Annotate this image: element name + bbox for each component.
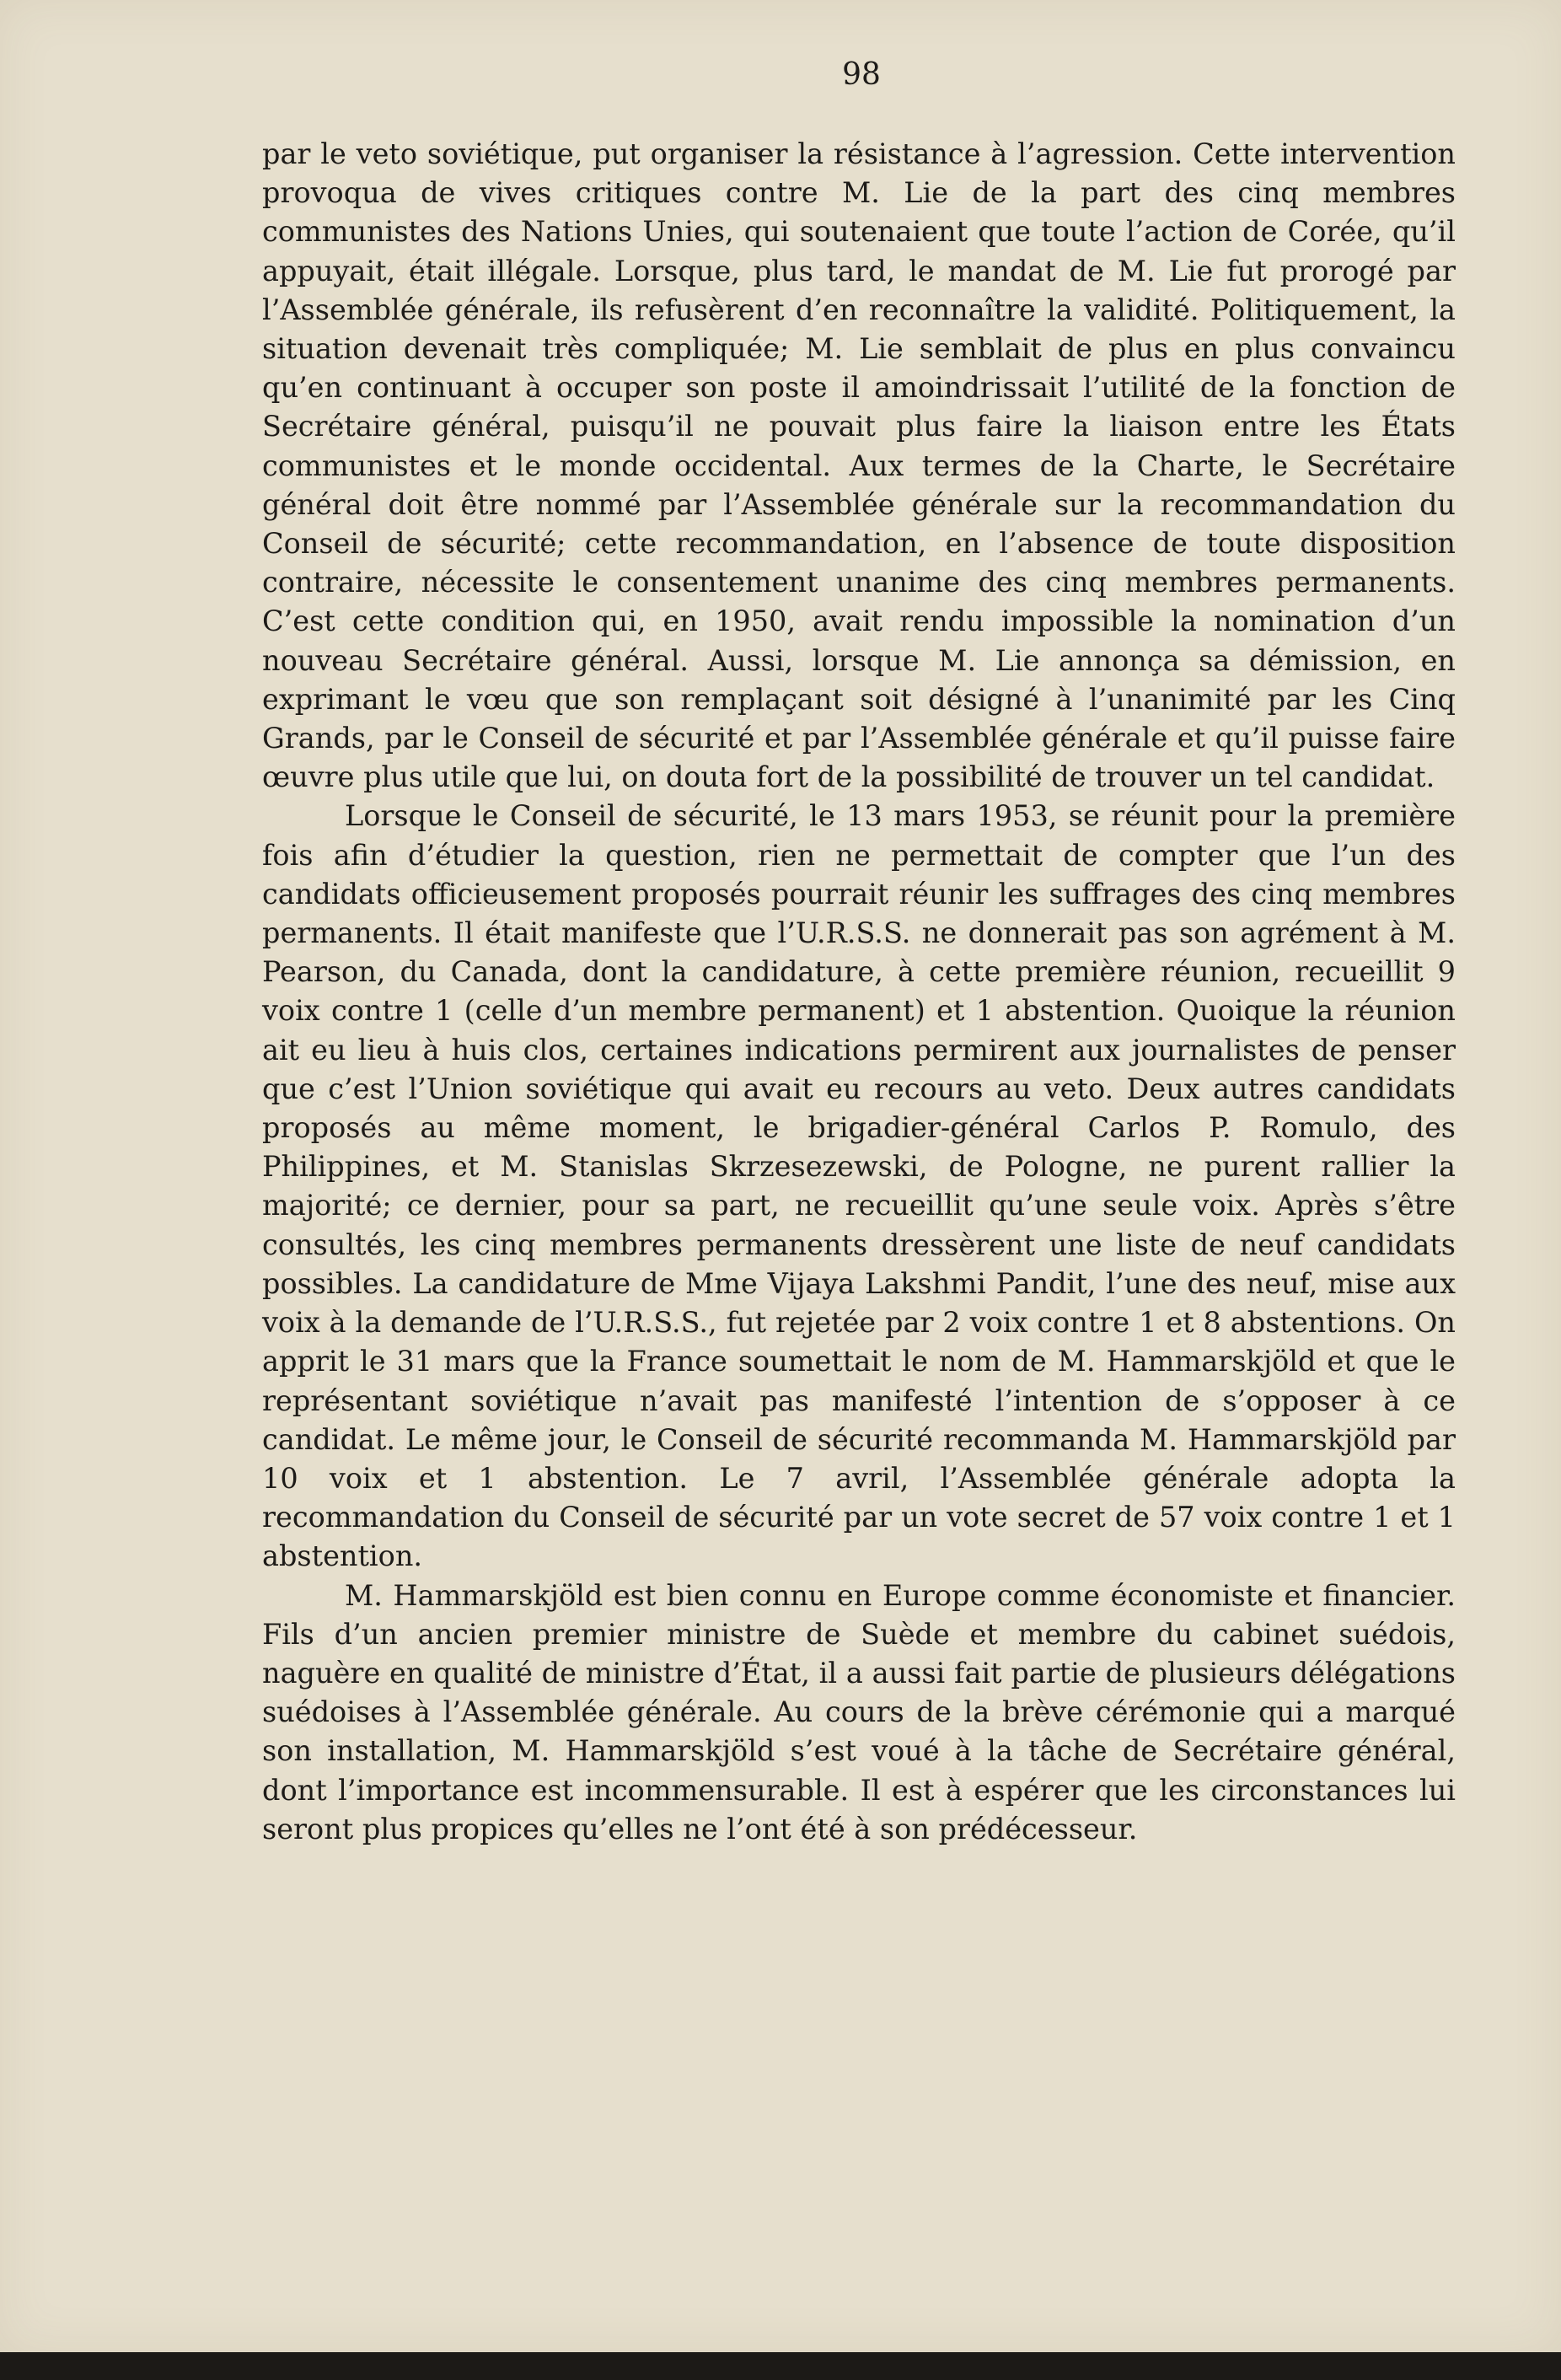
body-text: [262, 135, 1456, 1849]
paragraph-2: Lorsque le Conseil de sécurité, le 13 mars 1953, se réunit pour la première fois afin d’étudier la question, rien ne permettait de compter que l’un des candidats officieusement proposés pourrait réunir les suffrages des cinq membres permanents. Il était manifeste que l’U.R.S.S. ne donnerait pas son agrément à M. Pearson, du Canada, dont la candidature, à cette première réunion, recueillit 9 voix contre 1 (celle d’un membre permanent) et 1 abstention. Quoique la réunion ait eu lieu à huis clos, certaines indications permirent aux journalistes de penser que c’est l’Union soviétique qui avait eu recours au veto. Deux autres candidats proposés au même moment, le brigadier-général Carlos P. Romulo, des Philippines, et M. Stanislas Skrzesezewski, de Pologne, ne purent rallier la majorité; ce dernier, pour sa part, ne recueillit qu’une seule voix. Après s’être consultés, les cinq membres permanents dressèrent une liste de neuf candidats possibles. La candidature de Mme Vijaya Lakshmi Pandit, l’une des neuf, mise aux voix à la demande de l’U.R.S.S., fut rejetée par 2 voix contre 1 et 8 abstentions. On apprit le 31 mars que la France soumettait le nom de M. Hammarskjöld et que le représentant soviétique n’avait pas manifesté l’intention de s’opposer à ce candidat. Le même jour, le Conseil de sécurité recommanda M. Hammarskjöld par 10 voix et 1 abstention. Le 7 avril, l’Assemblée générale adopta la recommandation du Conseil de sécurité par un vote secret de 57 voix contre 1 et 1 abstention.: [262, 799, 1456, 1573]
page-number: 98: [842, 57, 881, 92]
paragraph-3: M. Hammarskjöld est bien connu en Europe comme économiste et financier. Fils d’un ancien premier ministre de Suède et membre du cabinet suédois, naguère en qualité de ministre d’État, il a aussi fait partie de plusieurs délégations suédoises à l’Assemblée générale. Au cours de la brève cérémonie qui a marqué son installation, M. Hammarskjöld s’est voué à la tâche de Secrétaire général, dont l’importance est incommensurable. Il est à espérer que les circonstances lui seront plus propices qu’elles ne l’ont été à son prédécesseur.: [262, 1578, 1456, 1845]
paragraph-1: par le veto soviétique, put organiser la résistance à l’agression. Cette intervention provoqua de vives critiques contre M. Lie de la part des cinq membres communistes des Nations Unies, qui soutenaient que toute l’action de Corée, qu’il appuyait, était illégale. Lorsque, plus tard, le mandat de M. Lie fut prorogé par l’Assemblée générale, ils refusèrent d’en reconnaître la validité. Politiquement, la situation devenait très compliquée; M. Lie semblait de plus en plus convaincu qu’en continuant à occuper son poste il amoindrissait l’utilité de la fonction de Secrétaire général, puisqu’il ne pouvait plus faire la liaison entre les États communistes et le monde occidental. Aux termes de la Charte, le Secrétaire général doit être nommé par l’Assemblée générale sur la recommandation du Conseil de sécurité; cette recommandation, en l’absence de toute disposition contraire, nécessite le consentement unanime des cinq membres permanents. C’est cette condition qui, en 1950, avait rendu impossible la nomination d’un nouveau Secrétaire général. Aussi, lorsque M. Lie annonça sa démission, en exprimant le vœu que son remplaçant soit désigné à l’unanimité par les Cinq Grands, par le Conseil de sécurité et par l’Assemblée générale et qu’il puisse faire œuvre plus utile que lui, on douta fort de la possibilité de trouver un tel candidat.: [262, 137, 1456, 794]
page-bottom-edge: [0, 2352, 1561, 2380]
